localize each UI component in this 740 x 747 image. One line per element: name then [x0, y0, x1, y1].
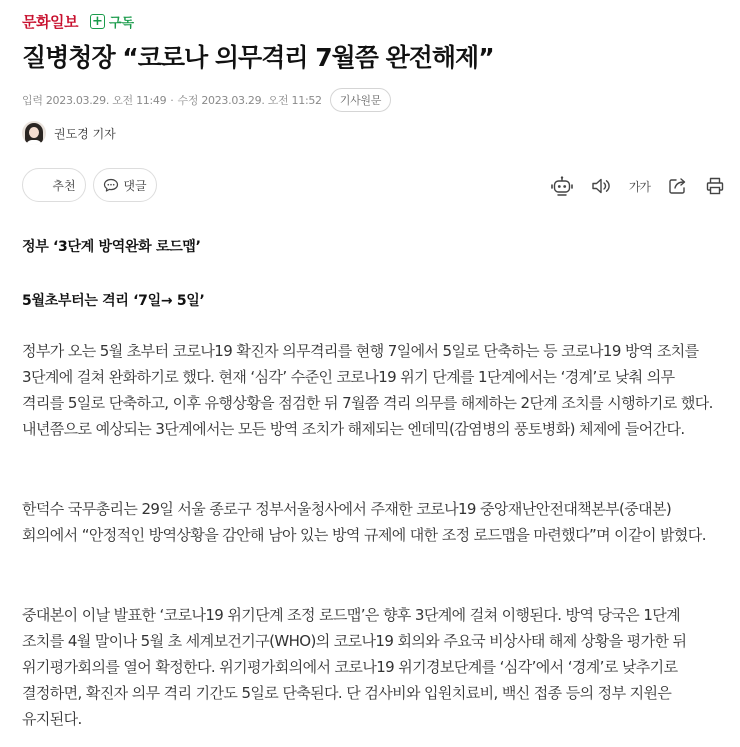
reporter-info[interactable]	[22, 121, 116, 145]
article-tools	[533, 176, 724, 196]
reaction-bar	[22, 168, 157, 202]
article-subheading-1: 정부 ‘3단계 방역완화 로드맵’	[22, 239, 201, 255]
reporter-avatar[interactable]	[22, 121, 46, 145]
recommend-label: 추천	[52, 178, 76, 193]
modified-date: 수정 2023.03.29. 오전 11:52	[177, 94, 322, 107]
comment-label: 댓글	[123, 178, 147, 193]
article-meta	[22, 88, 391, 112]
article-paragraph-2: 한덕수 국무총리는 29일 서울 종로구 정부서울청사에서 주재한 코로나19 중앙재난안전대책본부(중대본) 회의에서 “안정적인 방역상황을 감안해 남아 있는 방역 규제에 대한 조정 로드맵을 마련했다”며 이같이 밝혔다.	[22, 500, 706, 544]
subscribe-button[interactable]	[90, 12, 134, 31]
print-icon[interactable]	[706, 176, 724, 196]
share-icon[interactable]	[668, 176, 688, 196]
reporter-name[interactable]: 권도경 기자	[54, 126, 116, 141]
speaker-icon[interactable]	[591, 176, 611, 196]
article-title: 질병청장 “코로나 의무격리 7월쯤 완전해제”	[22, 43, 494, 72]
speech-bubble-icon	[103, 178, 119, 193]
subscribe-label: 구독	[108, 15, 135, 31]
top-bar	[22, 9, 134, 33]
original-article-button[interactable]: 기사원문	[330, 88, 391, 112]
article-paragraph-3: 중대본이 이날 발표한 ‘코로나19 위기단계 조정 로드맵’은 향후 3단계에 걸쳐 이행된다. 방역 당국은 1단계 조치를 4월 말이나 5월 초 세계보건기구(WHO)의 코로나19 회의와 주요국 비상사태 해제 상황을 평가한 뒤 위기평가회의를 열어 확정한다. 위기평가회의에서 코로나19 위기경보단계를 ‘심각’에서 ‘경계’로 낮추기로 결정하면, 확진자 의무 격리 기간도 5일로 단축된다. 단 검사비와 입원치료비, 백신 접종 등의 정부 지원은 유지된다.	[22, 606, 687, 728]
article-subheading-2: 5월초부터는 격리 ‘7일→ 5일’	[22, 293, 205, 309]
font-size-label: 가가	[628, 179, 650, 194]
article-paragraph-1: 정부가 오는 5월 초부터 코로나19 확진자 의무격리를 현행 7일에서 5일로 단축하는 등 코로나19 방역 조치를 3단계에 걸쳐 완화하기로 했다. 현재 ‘심각’ 수준인 코로나19 위기 단계를 1단계에서는 ‘경계’로 낮춰 의무 격리를 5일로 단축하고, 이후 유행상황을 점검한 뒤 7월쯤 격리 의무를 해제하는 2단계 조치를 시행하기로 했다. 내년쯤으로 예상되는 3단계에서는 모든 방역 조치가 해제되는 엔데믹(감염병의 풍토병화) 체제에 들어간다.	[22, 342, 713, 438]
recommend-button[interactable]	[22, 168, 86, 202]
comment-button[interactable]	[93, 168, 157, 202]
press-logo[interactable]: 문화일보	[22, 12, 78, 31]
font-size-icon[interactable]	[629, 176, 650, 196]
meta-separator: ·	[170, 93, 174, 107]
published-date: 입력 2023.03.29. 오전 11:49	[22, 94, 167, 107]
plus-box-icon: +	[90, 14, 105, 29]
robot-summary-icon[interactable]	[551, 176, 573, 196]
